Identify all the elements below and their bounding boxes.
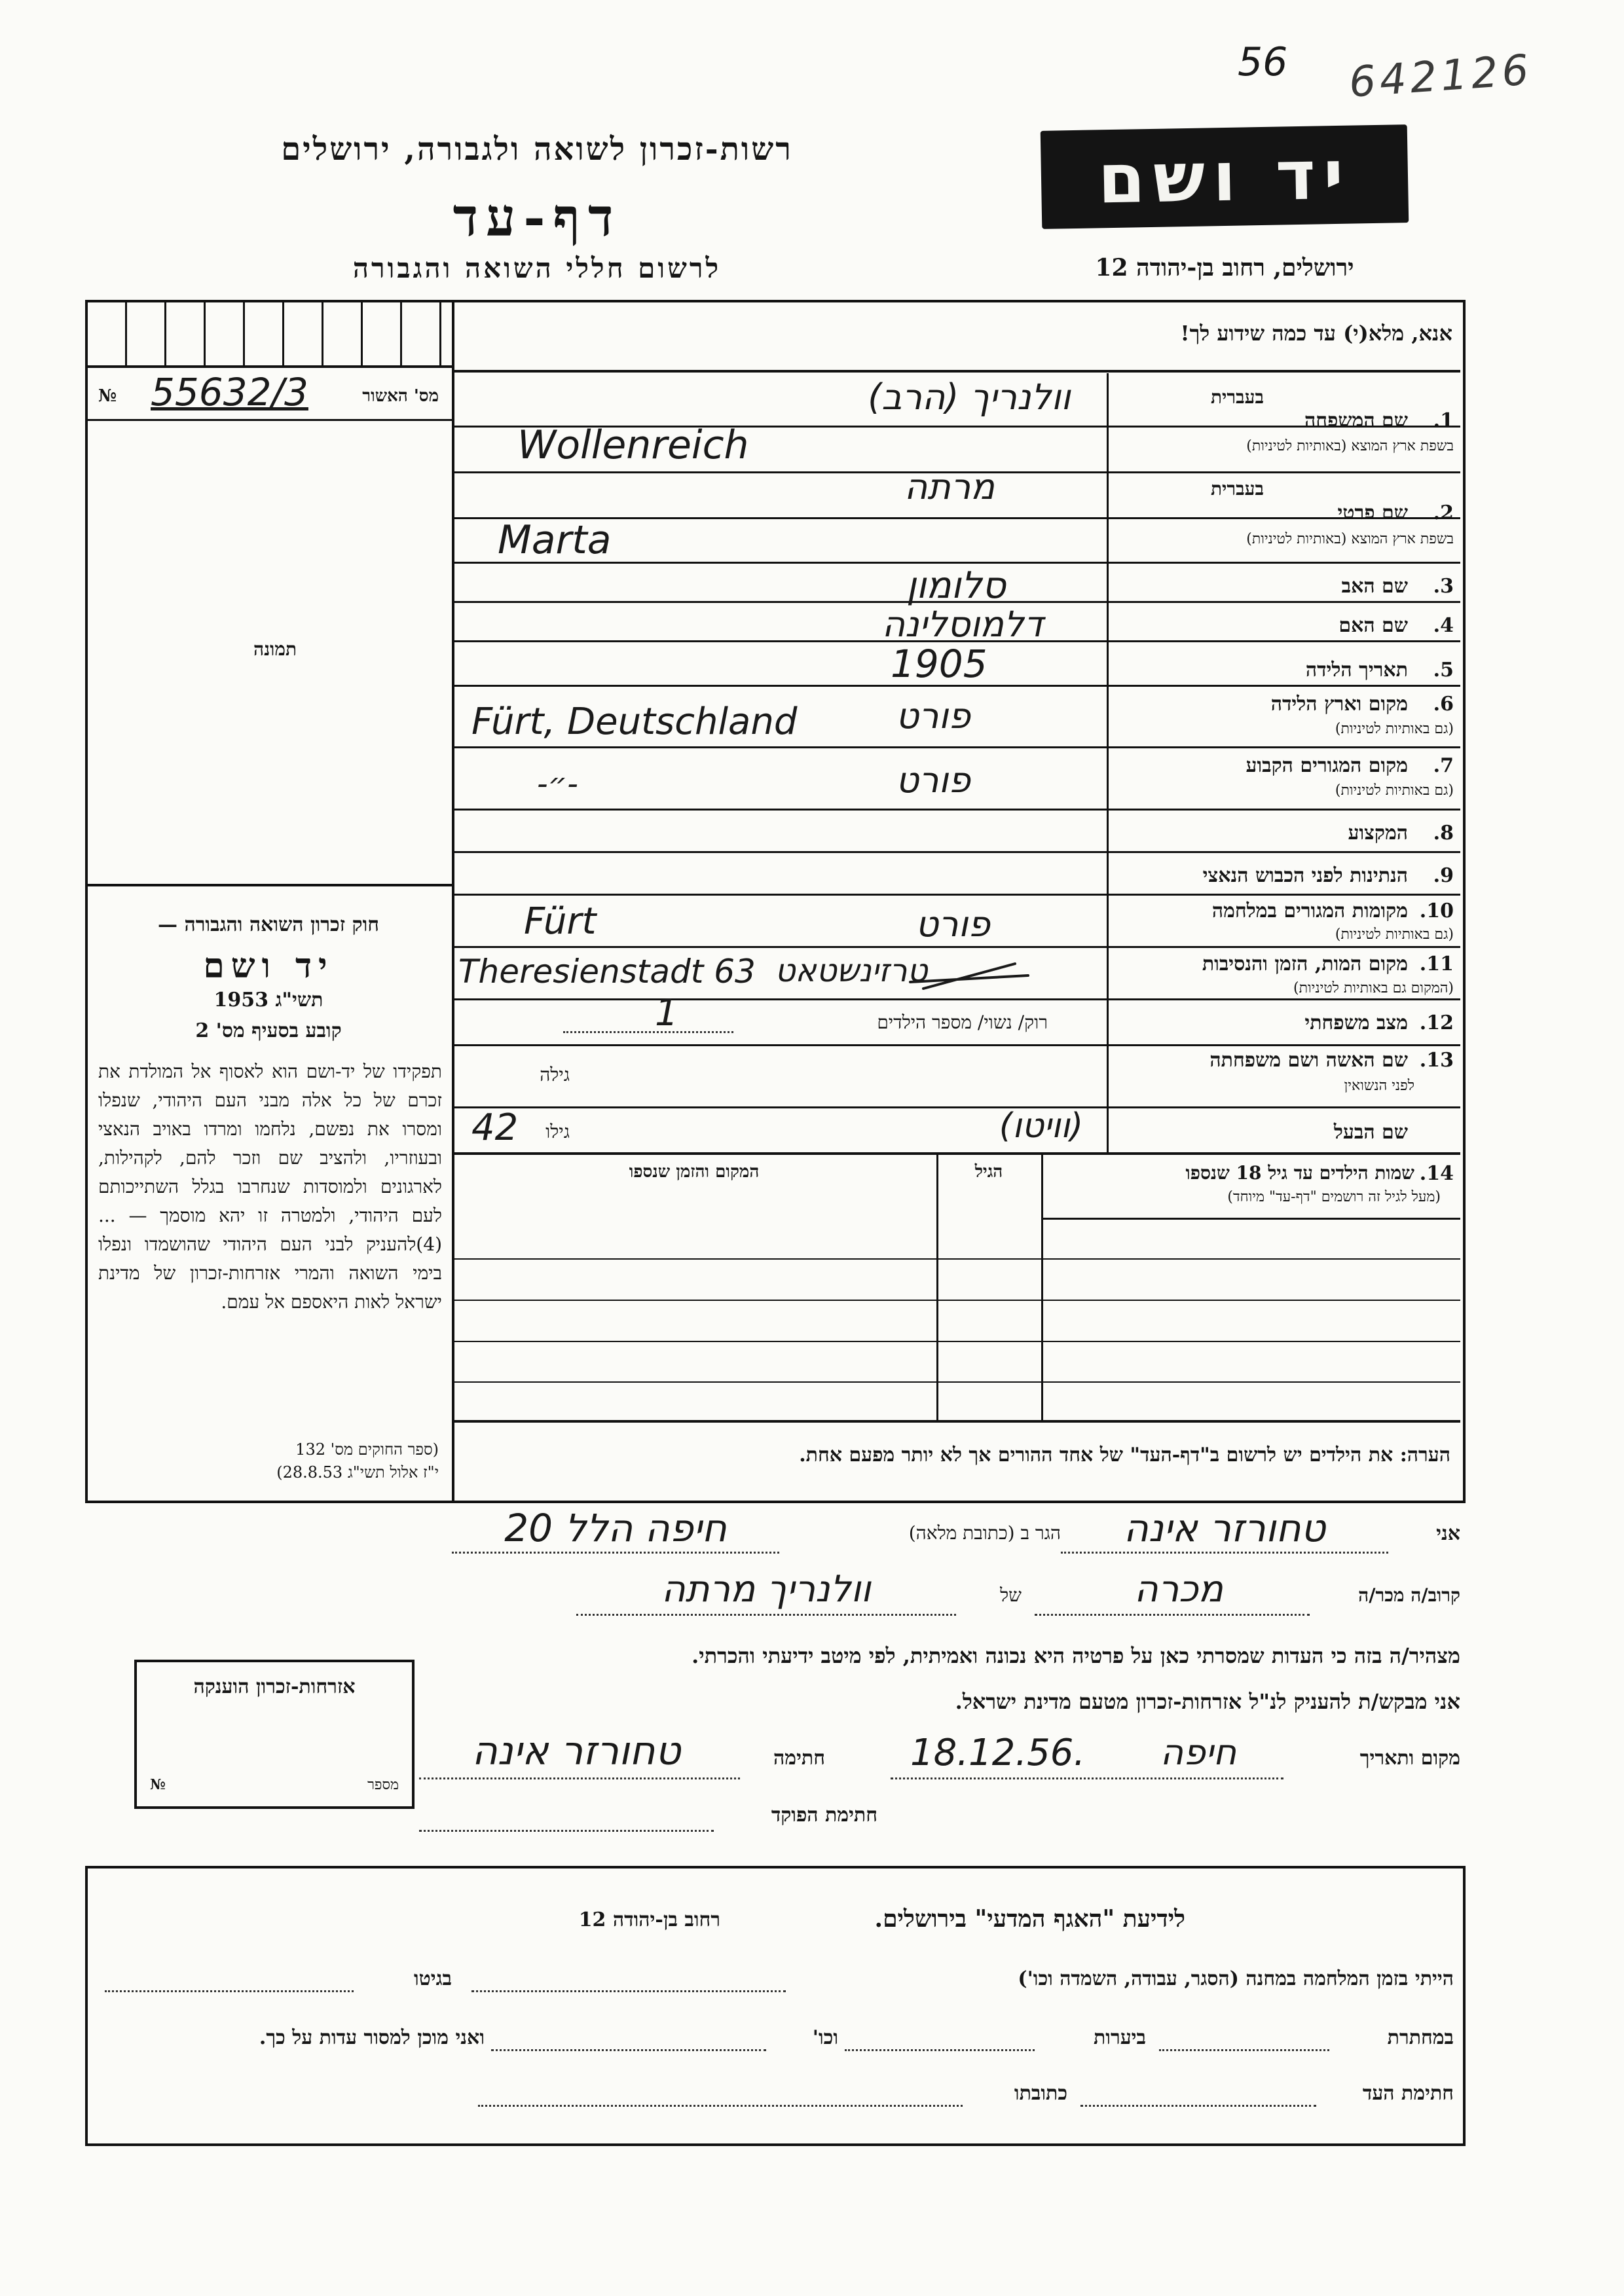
field-1-label: שם המשפחה (1304, 409, 1408, 432)
field-10-latin-value: Fürt (524, 900, 597, 943)
field-12-status-text: רוק/ נשוי/ מספר הילדים (877, 1011, 1048, 1033)
law-footnote-2: י"ז אלול תשי"ג 28.8.53) (276, 1463, 439, 1482)
row-divider (454, 1044, 1460, 1046)
field-11-label: מקום המות, הזמן והנסיבות (1202, 953, 1408, 975)
divider (88, 365, 452, 368)
field-1-hebrew-marker: בעברית (1210, 386, 1264, 408)
signature-label: חתימה (773, 1747, 825, 1770)
divider (1041, 1155, 1043, 1420)
row-divider (454, 998, 1460, 1000)
dotted-line (419, 1777, 740, 1779)
field-12-number: 12. (1419, 1011, 1454, 1034)
divider (454, 370, 1460, 373)
dotted-line (452, 1552, 779, 1554)
field-3-label: שם האב (1341, 575, 1408, 598)
dotted-line (419, 1830, 714, 1832)
row-divider (454, 1258, 1460, 1260)
law-footnote-1: (ספר החוקים מס' 132 (295, 1440, 439, 1459)
field-4-label: שם האם (1338, 614, 1408, 637)
field-1-latin-value: Wollenreich (517, 422, 749, 468)
field-2-latin-value: Marta (498, 517, 612, 563)
date-value: 18.12.56. (910, 1732, 1086, 1774)
citizenship-title: אזרחות-זכרון הוענקה (193, 1675, 356, 1698)
law-year: תשי"ג 1953 (213, 989, 323, 1011)
field-2-sub: בשפת ארץ המוצא (באותיות לטיניות) (1246, 531, 1454, 547)
field-6-number: 6. (1433, 693, 1454, 716)
bottom-title: לידיעת "האגף המדעי" בירושלים. (874, 1905, 1185, 1933)
divider (88, 419, 452, 421)
field-13-number: 13. (1419, 1049, 1454, 1072)
logo-text: יד ושם (1097, 134, 1352, 219)
approval-ticks (88, 302, 452, 365)
field-7-hebrew-value: פורט (896, 759, 970, 801)
dotted-line (471, 1990, 786, 1992)
divider (1107, 373, 1109, 1152)
field-11-hebrew-value: טרזינשטאט (775, 953, 928, 989)
husband-label: שם הבעל (1333, 1121, 1408, 1144)
field-5-value: 1905 (891, 642, 987, 686)
org-line: רשות-זכרון לשואה ולגבורה, ירושלים (281, 131, 793, 168)
row-divider (454, 746, 1460, 748)
law-clause: קובע בסעיף מס' 2 (195, 1019, 342, 1042)
declaration-living-in: הגר ב (כתובת מלאה) (908, 1522, 1061, 1544)
husband-age-value: 42 (471, 1106, 519, 1149)
husband-value: (וויטו) (999, 1106, 1084, 1146)
field-10-number: 10. (1419, 900, 1454, 922)
row-divider (1043, 1218, 1460, 1220)
approval-number: 55632/3 (151, 370, 308, 414)
field-1-hebrew-value: וולנריך (הרב) (868, 376, 1071, 418)
row-divider (454, 1420, 1460, 1423)
field-2-label: שם פרטי (1337, 501, 1408, 524)
row-divider (454, 851, 1460, 853)
citizenship-box (134, 1660, 415, 1809)
field-5-number: 5. (1433, 659, 1454, 682)
field-1-number: 1. (1433, 409, 1454, 432)
photo-label: תמונה (253, 638, 297, 660)
field-7-number: 7. (1433, 754, 1454, 777)
dotted-line (105, 1990, 354, 1992)
field-7-latin-value: -״- (537, 766, 578, 801)
field-4-number: 4. (1433, 614, 1454, 637)
husband-age-label: גילו (545, 1121, 570, 1142)
dotted-line (1080, 2105, 1316, 2107)
dotted-line (491, 2049, 766, 2051)
bottom-camp-label: הייתי בזמן המלחמה במחנה (הסגר, עבודה, השמדה וכו') (1018, 1967, 1454, 1990)
row-divider (454, 809, 1460, 811)
place-value: חיפה (1160, 1732, 1237, 1773)
field-6-label: מקום וארץ הלידה (1270, 693, 1408, 716)
field-2-hebrew-marker: בעברית (1210, 478, 1264, 500)
form-title: דף-עד (452, 187, 621, 248)
field-8-label: המקצוע (1348, 822, 1408, 845)
dotted-line (845, 2049, 1035, 2051)
citizenship-number-label: מספר (367, 1777, 399, 1793)
page-number: 56 (1238, 39, 1288, 85)
field-10-hebrew-value: פורט (915, 903, 990, 945)
declaration-address: חיפה הלל 20 (504, 1506, 727, 1550)
field-13-label: שם האשה ושם משפחתה (1209, 1049, 1408, 1072)
field-12-label: מצב משפחתי (1304, 1011, 1408, 1034)
declaration-of-name: וולנריך מרתה (661, 1568, 871, 1611)
header-address: ירושלים, רחוב בן-יהודה 12 (1095, 254, 1354, 282)
children-header-names: שמות הילדים עד גיל 18 שנספו (1185, 1162, 1414, 1184)
field-1-sub: בשפת ארץ המוצא (באותיות לטיניות) (1246, 438, 1454, 454)
declaration-statement-1: מצהיר/ה בזה כי העדות שמסרתי כאן על פרטיה היא נכונה ואמיתית, לפי מיטב ידיעתי והכרתי. (692, 1643, 1460, 1668)
declaration-ani: אני (1436, 1522, 1460, 1545)
divider (452, 300, 454, 1501)
declaration-relation: מכרה (1134, 1568, 1223, 1611)
field-13-age-label: גילה (540, 1064, 570, 1085)
field-3-number: 3. (1433, 575, 1454, 598)
field-11-latin-value: Theresienstadt 63 (458, 953, 756, 991)
field-6-sub: (גם באותיות לטיניות) (1335, 721, 1454, 737)
field-9-label: הנתינות לפני הכבוש הנאצי (1202, 864, 1408, 887)
yad-vashem-logo (1041, 124, 1409, 229)
row-divider (454, 1300, 1460, 1301)
field-12-children-count: 1 (655, 992, 678, 1034)
field-3-value: סלומון (906, 564, 1006, 607)
declaration-of: של (1000, 1584, 1022, 1606)
field-4-value: דלמוסלינה (881, 604, 1044, 645)
dotted-line (563, 1031, 733, 1033)
dotted-line (1061, 1552, 1388, 1554)
dotted-line (891, 1777, 1283, 1779)
field-2-hebrew-value: מרתה (904, 466, 995, 507)
strikeout-mark (904, 956, 1035, 995)
row-divider (454, 894, 1460, 896)
field-10-label: מקומות המגורים במלחמה (1211, 900, 1408, 922)
row-divider (454, 946, 1460, 948)
dotted-line (1035, 1614, 1310, 1616)
row-divider (454, 1381, 1460, 1383)
bottom-forests-label: ביערות (1093, 2026, 1146, 2049)
corner-scribble: 642126 (1347, 46, 1534, 107)
note-text: הערה: את הילדים יש לרשום ב"דף-העד" של אחד ההורים אך לא יותר מפעם אחת. (799, 1444, 1450, 1467)
children-number: 14. (1419, 1162, 1454, 1185)
field-2-number: 2. (1433, 501, 1454, 524)
row-divider (454, 1152, 1460, 1155)
dotted-line (1159, 2049, 1329, 2051)
children-header-age: הגיל (974, 1162, 1003, 1182)
bottom-ghetto-label: בגיטו (413, 1967, 452, 1990)
signature-value: טחורזר אינה (471, 1728, 681, 1774)
approval-label: מס' האשור (362, 386, 439, 406)
field-6-hebrew-value: פורט (896, 695, 970, 737)
field-10-sub: (גם באותיות לטיניות) (1335, 926, 1454, 943)
citizenship-no-symbol: № (150, 1776, 166, 1793)
divider (936, 1155, 938, 1420)
intro-text: אנא, מלא(י) עד כמה שידוע לך! (1180, 321, 1452, 346)
form-subtitle: לרשום חללי השואה והגבורה (352, 252, 722, 284)
bottom-testimony-label: ואני מוכן למסור עדות על כך. (259, 2026, 485, 2049)
field-7-label: מקום המגורים הקבוע (1246, 754, 1408, 777)
bottom-address-label: כתובתו (1014, 2082, 1067, 2105)
place-date-label: מקום ותאריך (1359, 1747, 1460, 1770)
law-logo: יד ושם (203, 946, 334, 986)
bottom-underground-label: במחתרת (1387, 2026, 1454, 2049)
dotted-line (478, 2105, 963, 2107)
field-11-sub: (המקום גם באותיות לטיניות) (1293, 980, 1454, 996)
row-divider (454, 1341, 1460, 1342)
law-body: תפקידו של יד-ושם הוא לאסוף אל המולדת את זכרם של כל אלה מבני העם היהודי, שנפלו ומסרו את נפשם, נלחמו ומרדו באויב הנאצי ובעוזריו, ולהציב שם וזכר להם, לקהילות, לארגונים ולמוסדות שנחרבו בגלל השתייכותם לעם היהודי, ולמטרה זו יהא מוסמך — ...(4)להעניק לבני העם היהודי שהושמדו ונפלו בימי השואה והמרי אזרחות-זכרון של מדינת ישראל לאות היאספם אל עמם. (98, 1061, 442, 1313)
declaration-name: טחורזר אינה (1123, 1506, 1326, 1550)
officer-signature-label: חתימת הפוקד (771, 1804, 877, 1827)
bottom-address: רחוב בן-יהודה 12 (578, 1908, 720, 1931)
children-header-place: המקום והזמן שנספו (629, 1162, 760, 1182)
field-5-label: תאריך הלידה (1305, 659, 1408, 682)
field-13-sub: לפני הנשואין (1344, 1078, 1414, 1094)
children-header-sub: (מעל לגיל זה רושמים "דף-עד" מיוחד) (1227, 1189, 1441, 1205)
field-7-sub: (גם באותיות לטיניות) (1335, 782, 1454, 799)
row-divider (454, 1106, 1460, 1108)
bottom-etc-label: וכו' (812, 2026, 838, 2049)
field-6-latin-value: Fürt, Deutschland (471, 701, 798, 743)
law-title: חוק זכרון השואה והגבורה — (158, 913, 379, 936)
bottom-witness-signature-label: חתימת העד (1362, 2082, 1454, 2105)
approval-no-symbol: № (98, 386, 117, 406)
field-11-number: 11. (1419, 953, 1454, 975)
field-8-number: 8. (1433, 822, 1454, 845)
divider (88, 884, 452, 886)
declaration-statement-2: אני מבקש/ת להעניק לנ"ל אזרחות-זכרון מטעם מדינת ישראל. (955, 1689, 1460, 1714)
declaration-relative: קרוב/ה מכר/ה (1358, 1584, 1460, 1606)
field-9-number: 9. (1433, 864, 1454, 887)
dotted-line (576, 1614, 956, 1616)
